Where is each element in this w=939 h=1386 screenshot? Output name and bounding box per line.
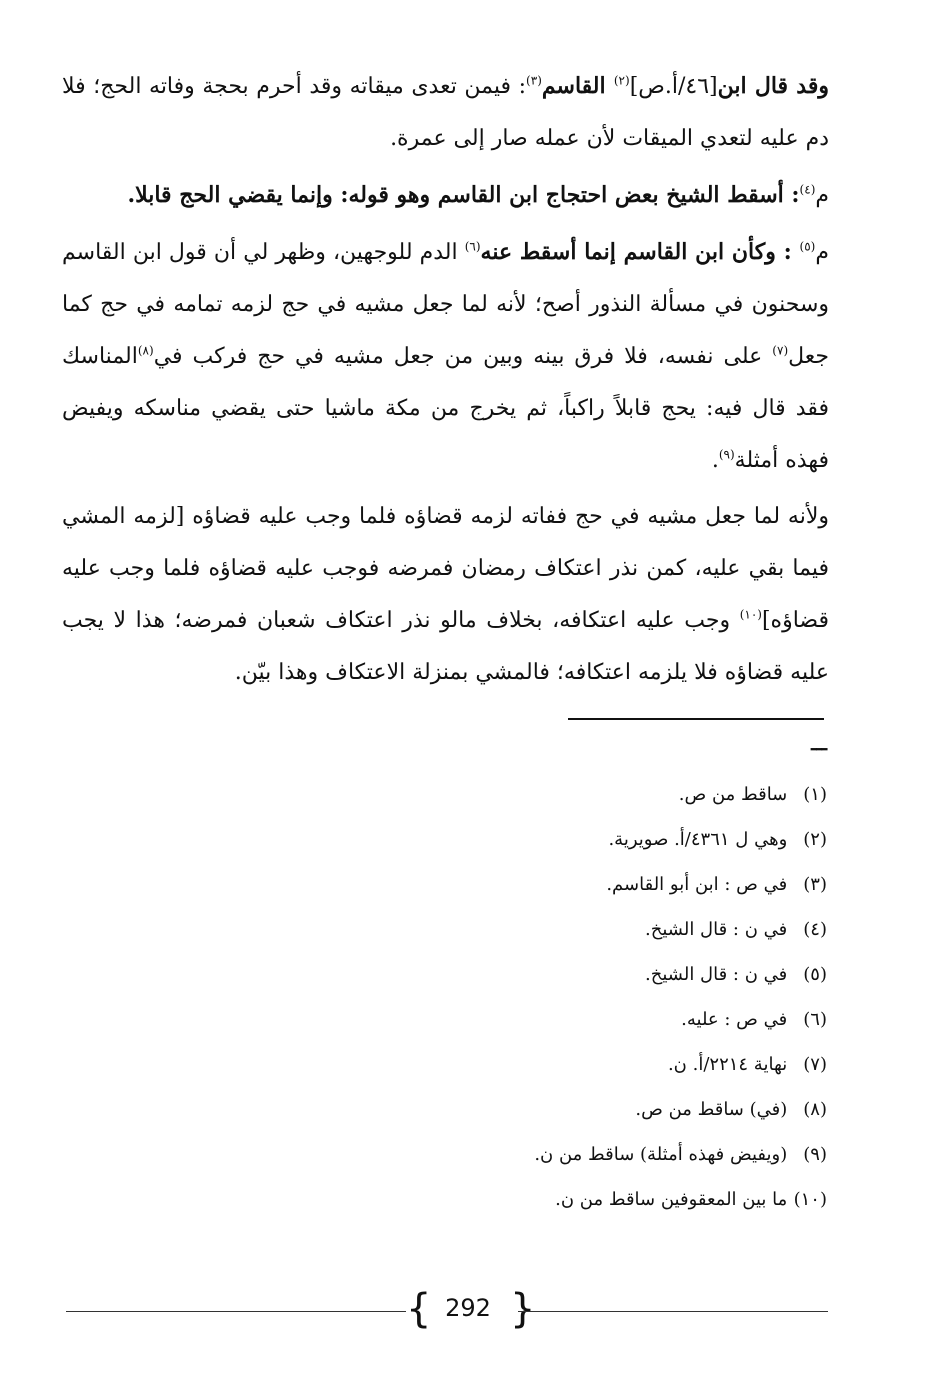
text-run: وقد قال ابن (717, 73, 829, 99)
footnote-number: (٤) (803, 919, 827, 940)
text-run: الدم للوجهين، وظهر لي أن قول ابن القاسم وسحنون في مسألة النذور أصح؛ لأنه لما جعل مشيه في حج لزمه تمامه في حج كما جعل (62, 240, 829, 369)
footnote-number: (٨) (803, 1099, 827, 1120)
text-run: ولأنه لما جعل مشيه في حج ففاته لزمه قضاؤه فلما وجب عليه قضاؤه [لزمه المشي فيما بقي عليه، كمن نذر اعتكاف رمضان فمرضه فوجب عليه قضاؤه فلما وجب عليه قضاؤه] (62, 504, 829, 633)
footnote-text: ما بين المعقوفين ساقط من ن. (555, 1189, 788, 1210)
footnote-ref: (٦) (464, 239, 481, 254)
text-run: : وكأن ابن القاسم إنما أسقط عنه (480, 239, 800, 265)
text-run: . (711, 448, 719, 473)
main-text (62, 60, 829, 703)
footnote-item (407, 817, 827, 862)
footnote-ref: (٩) (718, 447, 735, 462)
footnote-text: ساقط من ص. (678, 784, 788, 805)
footnote-number: (٢) (803, 829, 827, 850)
footnote-ref: (٤) (799, 182, 816, 197)
footnote-text: في ن : قال الشيخ. (645, 919, 788, 940)
footnote-item (407, 1177, 827, 1222)
text-run: م (815, 183, 829, 208)
text-run: : فيمن تعدى ميقاته وقد أحرم بحجة وفاته الحج؛ فلا دم عليه لتعدي الميقات لأن عمله صار إلى عمرة. (62, 74, 829, 151)
paragraph (62, 226, 829, 487)
footnote-text: (ويفيض فهذه أمثلة) ساقط من ن. (534, 1144, 788, 1165)
footnote-ref: (٢) (613, 73, 630, 88)
footnote-text: نهاية ٢٢١٤/أ. ن. (667, 1054, 788, 1075)
footnote-number: (١٠) (793, 1189, 827, 1210)
text-run: م (815, 240, 829, 265)
footnote-text: وهي ل ٤٣٦١/أ. صويرية. (608, 829, 788, 850)
page-number: 292 (445, 1294, 491, 1322)
footnote-number: (٦) (803, 1009, 827, 1030)
footnote-text: (في) ساقط من ص. (635, 1099, 788, 1120)
footnote-number: (٧) (803, 1054, 827, 1075)
footnotes-list (407, 772, 827, 1222)
footnote-ref: (٨) (137, 343, 154, 358)
footnote-ref: (٣) (526, 73, 542, 88)
footnote-ref: (١٠) (739, 607, 762, 622)
footnote-text: في ص : عليه. (681, 1009, 788, 1030)
text-run: : أسقط الشيخ بعض احتجاج ابن القاسم وهو قوله: وإنما يقضي الحج قابلا. (127, 182, 800, 208)
brace-left-icon: { (406, 1286, 432, 1332)
footnote-item (407, 772, 827, 817)
text-run: على نفسه، فلا فرق بينه وبين من جعل مشيه في حج فركب في (153, 344, 773, 369)
footnote-text: في ص : ابن أبو القاسم. (606, 874, 788, 895)
page-rule-right (518, 1311, 828, 1312)
paragraph (62, 169, 829, 222)
footnote-item (407, 997, 827, 1042)
footnote-flourish-icon: ـــ (811, 734, 827, 755)
footnote-item (407, 952, 827, 997)
page-number-bar (66, 1286, 828, 1340)
paragraph (62, 60, 829, 165)
footnote-item (407, 1042, 827, 1087)
footnote-text: في ن : قال الشيخ. (645, 964, 788, 985)
brace-right-icon: } (510, 1286, 536, 1332)
footnote-item (407, 1087, 827, 1132)
page-rule-left (66, 1311, 406, 1312)
footnote-number: (٥) (803, 964, 827, 985)
paragraph (62, 491, 829, 699)
footnote-item (407, 907, 827, 952)
footnote-item (407, 862, 827, 907)
footnote-ref: (٧) (772, 343, 789, 358)
footnote-item (407, 1132, 827, 1177)
text-run: وجب عليه اعتكافه، بخلاف مالو نذر اعتكاف شعبان فمرضه؛ هذا لا يجب عليه قضاؤه فلا يلزمه اعتكافه؛ فالمشي بمنزلة الاعتكاف وهذا بيّن. (62, 608, 829, 685)
text-run: المناسك فقد قال فيه: يحج قابلاً راكباً، ثم يخرج من مكة ماشيا حتى يقضي مناسكه ويفيض فهذه أمثلة (62, 344, 829, 473)
text-run: [٤٦/أ.ص] (629, 74, 718, 99)
text-run: القاسم (541, 73, 614, 99)
footnote-number: (١) (803, 784, 827, 805)
footnote-ref: (٥) (799, 239, 816, 254)
footnote-number: (٣) (803, 874, 827, 895)
footnote-number: (٩) (803, 1144, 827, 1165)
footnote-separator (568, 718, 824, 720)
